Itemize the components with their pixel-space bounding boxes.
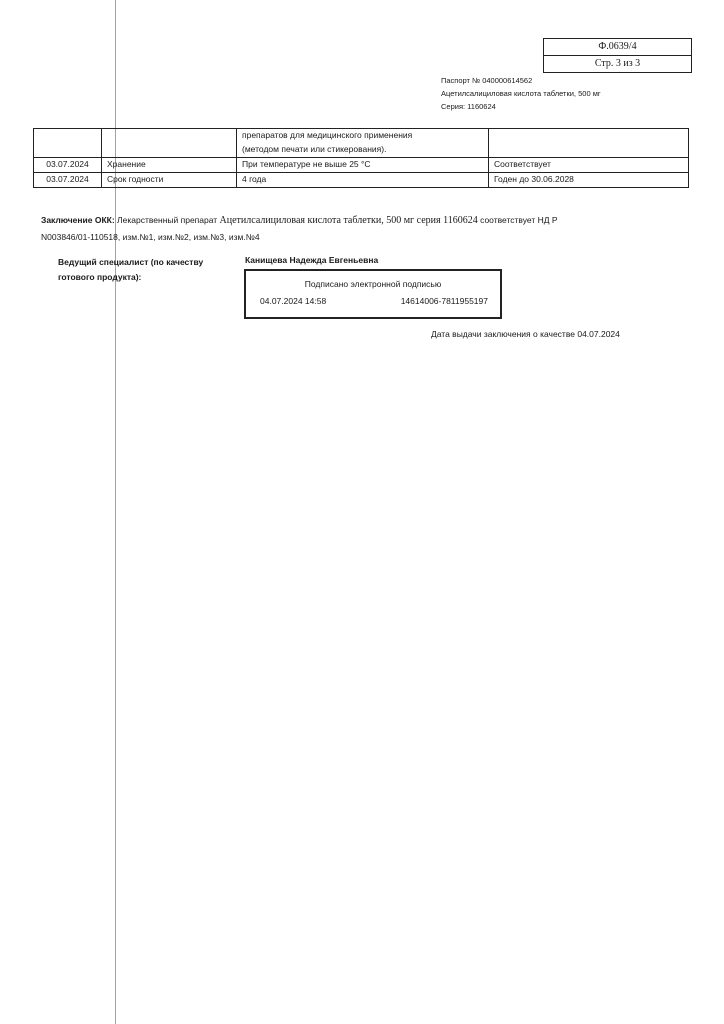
- passport-series: Серия: 1160624: [441, 102, 496, 111]
- specialist-name: Канищева Надежда Евгеньевна: [245, 255, 379, 265]
- conclusion-text-b: соответствует НД Р N003846/01-110518, изм.№1, изм.№2, изм.№3, изм.№4: [41, 215, 558, 242]
- table-cell-name: Срок годности: [102, 173, 237, 188]
- form-code: Ф.0639/4: [598, 41, 637, 52]
- form-code-box: [543, 38, 692, 73]
- page-number: Стр. 3 из 3: [544, 55, 691, 72]
- table-cell-result: Соответствует: [489, 158, 689, 173]
- table-cell-date: [34, 129, 102, 158]
- table-cell-requirement: 4 года: [237, 173, 489, 188]
- passport-product: Ацетилсалициловая кислота таблетки, 500 мг: [441, 89, 601, 98]
- table-row: [34, 129, 689, 144]
- quality-table: [33, 128, 689, 188]
- passport-number: Паспорт № 040000614562: [441, 76, 533, 85]
- conclusion-text: [41, 212, 601, 245]
- electronic-signature-box: [244, 269, 502, 319]
- table-cell-result: Годен до 30.06.2028: [489, 173, 689, 188]
- table-cell-requirement: препаратов для медицинского применения: [237, 129, 489, 144]
- signature-datetime: 04.07.2024 14:58: [260, 296, 327, 306]
- conclusion-text-a: Лекарственный препарат: [114, 215, 220, 225]
- passport-header: [441, 74, 601, 113]
- table-row: [34, 173, 689, 188]
- table-cell-date: 03.07.2024: [34, 173, 102, 188]
- table-cell-date: 03.07.2024: [34, 158, 102, 173]
- issue-date: Дата выдачи заключения о качестве 04.07.2024: [431, 329, 620, 339]
- specialist-label: Ведущий специалист (по качеству готового продукта):: [58, 257, 204, 282]
- table-cell-name: [102, 129, 237, 158]
- table-cell-requirement: При температуре не выше 25 °С: [237, 158, 489, 173]
- table-row: [34, 158, 689, 173]
- conclusion-label: Заключение ОКК:: [41, 215, 115, 225]
- table-cell-result: [489, 129, 689, 158]
- table-cell-requirement: (методом печати или стикерования).: [237, 143, 489, 158]
- table-cell-name: Хранение: [102, 158, 237, 173]
- signature-title: Подписано электронной подписью: [304, 279, 442, 289]
- conclusion-product: Ацетилсалициловая кислота таблетки, 500 мг серия 1160624: [219, 215, 478, 226]
- signature-id: 14614006-7811955197: [400, 296, 488, 306]
